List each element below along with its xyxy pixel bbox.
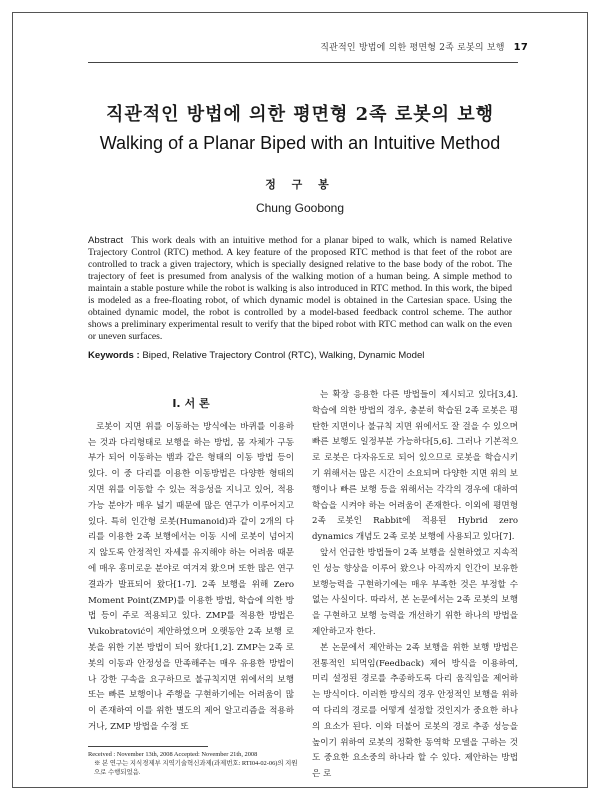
author-name-english: Chung Goobong xyxy=(255,201,345,215)
abstract xyxy=(88,235,512,343)
keywords-text: Biped, Relative Trajectory Control (RTC), Walking, Dynamic Model xyxy=(142,350,425,361)
paper-title-korean: 직관적인 방법에 의한 평면형 2족 로봇의 보행 xyxy=(105,104,495,125)
author-name-korean: 정 구 봉 xyxy=(265,178,335,191)
section-title: 서 론 xyxy=(184,397,210,410)
header-rule xyxy=(88,62,518,63)
received-dates: Received : November 13th, 2008 Accepted: November 21th, 2008 xyxy=(88,751,258,758)
section-heading xyxy=(88,396,294,412)
running-title: 직관적인 방법에 의한 평면형 2족 로봇의 보행 xyxy=(320,43,505,53)
paper-title-english: Walking of a Planar Biped with an Intuitive Method xyxy=(99,133,501,153)
keywords-label: Keywords : xyxy=(88,350,140,361)
paragraph: 로봇이 지면 위를 이동하는 방식에는 바퀴를 이용하는 것과 다리형태로 보행을 하는 방법, 몸 자체가 구동부가 되어 이동하는 뱀과 같은 형태의 이동 방법 등이 있다. 이 중 다리를 이용한 이동방법은 다양한 형태의 지면 위를 이동할 수 있는 적응성을 지니고 있어, 적용가능 분야가 매우 넓기 때문에 많은 연구가 이루어지고 있다. 특히 인간형 로봇(Humanoid)과 같이 2개의 다리를 이용한 2족 보행에서는 이동 시에 로봇이 넘어지지 않도록 안정적인 자세를 유지해야 하는 어려움 때문에 매우 흥미로운 분야로 여겨져 왔으며 또한 많은 연구결과가 발표되어 왔다[1-7]. 2족 보행을 위해 Zero Moment Point(ZMP)를 이용한 방법, 학습에 의한 방법 등이 주로 적용되고 있다. ZMP를 적용한 방법은 Vukobratović이 제안하였으며 오랫동안 2족 보행 로봇을 위한 기본 방법이 되어 왔다[1,2]. ZMP는 2족 로봇의 이동과 안정성을 만족해주는 매우 유용한 방법이나 강한 구속을 요구하므로 불규칙지면 위에서의 보행 또는 빠른 보행이나 주행을 구현하기에는 어려움이 많이 존재하여 이를 위한 별도의 제어 알고리즘을 적용하거나, ZMP 방법을 수정 또 xyxy=(88,421,294,732)
keywords xyxy=(88,350,512,361)
footnote-rule xyxy=(88,746,208,747)
paragraph: 본 논문에서 제안하는 2족 보행을 위한 보행 방법은 전통적인 되먹임(Feedback) 제어 방식을 이용하여, 미리 설정된 경로를 추종하도록 다리 움직임을 제어하는 방식이다. 이러한 방식의 경우 안정적인 보행을 위하여 다리의 경로를 어떻게 설정할 것인지가 중요한 하나의 요소가 된다. 이와 더불어 로봇의 경로 추종 성능을 높이기 위하여 로봇의 정확한 동역학 모델을 구하는 것도 중요한 요소중의 하나라 할 수 있다. 제안하는 방법은 로 xyxy=(312,642,518,780)
running-header xyxy=(320,40,528,53)
abstract-text: This work deals with an intuitive method for a planar biped to walk, which is named Relative Trajectory Control (RTC) method. A key feature of the proposed RTC method is that feet of the robot are controlled to track a given trajectory, which is specially designed relative to the base body of the robot. The trajectory of feet is presumed from analysis of the walking motion of a human being. A simple method to maintain a stable posture while the robot is walking is also introduced in RTC method. In this work, the biped is modeled as a free-floating robot, of which dynamic model is obtained in the Cartesian space. Using the obtained dynamic model, the robot is controlled by a model-based feedback control scheme. The author shows a preliminary experimental result to verify that the biped robot with RTC method can walk on the even or uneven surfaces. xyxy=(88,235,512,342)
section-number: I. xyxy=(172,397,181,410)
funding-note: ※ 본 연구는 지식경제부 지역기술혁신과제(과제번호: RTI04-02-06)의 지원으로 수행되었음. xyxy=(94,760,298,776)
footnote xyxy=(88,750,300,777)
body-column-right xyxy=(312,388,518,783)
abstract-label: Abstract xyxy=(88,235,124,246)
paragraph: 앞서 언급한 방법들이 2족 보행을 실현하였고 지속적인 성능 향상을 이루어 왔으나 아직까지 인간이 보유한 보행능력을 구현하기에는 매우 부족한 것은 부정할 수 없는 사실이다. 따라서, 본 논문에서는 2족 로봇의 보행을 구현하고 보행 능력을 개선하기 위한 하나의 방법을 제안하고자 한다. xyxy=(312,547,518,637)
paragraph: 는 확장 응용한 다른 방법들이 제시되고 있다[3,4]. 학습에 의한 방법의 경우, 충분히 학습된 2족 로봇은 평탄한 지면이나 불규칙 지면 위에서도 잘 걸을 수 있으며 빠른 보행도 일정부분 가능하다[5,6]. 그러나 기본적으로 로봇은 다자유도로 되어 있으므로 로봇을 학습시키기 위해서는 많은 시간이 소요되며 다양한 지면 위의 보행이나 빠른 보행 등을 위해서는 각각의 경우에 대하여 학습을 시켜야 하는 어려움이 존재한다. 이외에 평면형 2족 로봇인 Rabbit에 적용된 Hybrid zero dynamics 개념도 2족 로봇 보행에 사용되고 있다[7]. xyxy=(312,390,518,543)
body-column-left xyxy=(88,388,294,736)
page-number: 17 xyxy=(513,42,528,53)
